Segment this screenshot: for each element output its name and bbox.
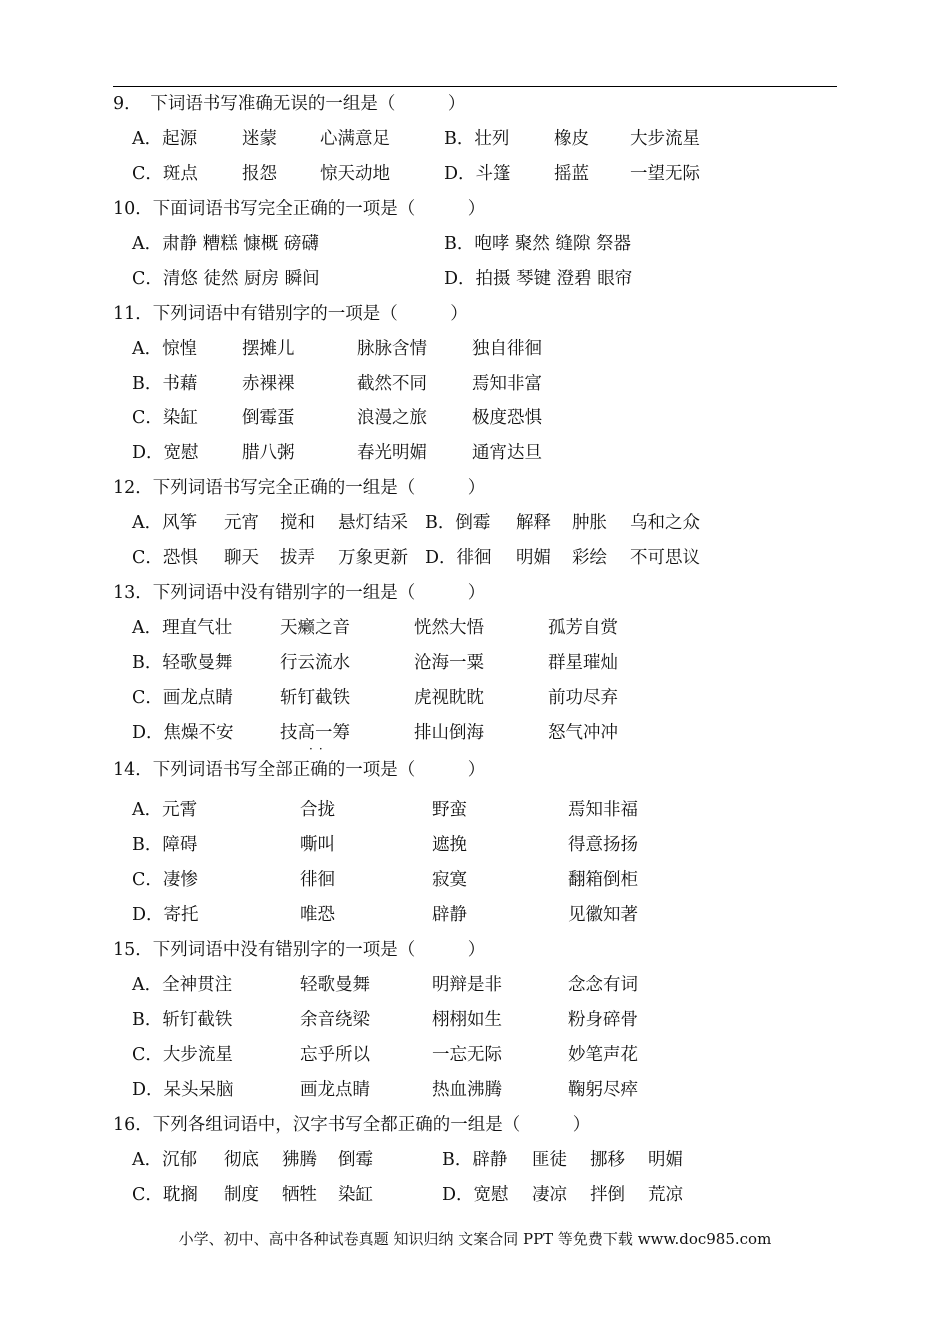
option-cell: 独自徘徊 [472,339,542,359]
option-cell: 天癞之音 [280,618,350,638]
option-cell: C．染缸 [132,408,198,428]
option-cell: C．清悠 徒然 厨房 瞬间 [132,269,320,289]
option-cell: 狒腾 [282,1150,317,1170]
option-cell: D．宽慰 [132,443,199,463]
option-cell: 截然不同 [357,374,427,394]
option-cell: 解释 [516,513,551,533]
option-cell: 明媚 [516,548,551,568]
option-cell: 焉知非福 [568,800,638,820]
option-cell: 唯恐 [300,905,335,925]
option-cell: 搅和 [280,513,315,533]
option-cell: 一忘无际 [432,1045,502,1065]
option-cell: D．徘徊 [425,548,492,568]
option-cell: 聊天 [224,548,259,568]
option-cell: 恍然大悟 [414,618,484,638]
option-cell: 制度 [224,1185,259,1205]
option-cell: 余音绕梁 [300,1010,370,1030]
option-cell: 摇蓝 [554,164,589,184]
option-cell: 寂寞 [432,870,467,890]
option-cell: 惊天动地 [320,164,390,184]
option-cell: 迷蒙 [242,129,277,149]
option-cell: 荒凉 [648,1185,683,1205]
option-cell: 群星璀灿 [548,653,618,673]
option-cell: 悬灯结采 [338,513,408,533]
top-rule [113,86,837,87]
option-cell: 倒霉蛋 [242,408,295,428]
option-cell: 热血沸腾 [432,1080,502,1100]
option-cell: 凄凉 [532,1185,567,1205]
option-cell: 虎视眈眈 [414,688,484,708]
question-13: 13．下列词语中没有错别字的一组是（ ） [113,583,486,603]
option-cell: 浪漫之旅 [357,408,427,428]
option-cell: A．沉郁 [132,1150,198,1170]
option-cell: B．壮列 [444,129,510,149]
option-cell: 倒霉 [338,1150,373,1170]
option-cell: 腊八粥 [242,443,295,463]
option-cell: C．斑点 [132,164,198,184]
question-16: 16．下列各组词语中，汉字书写全都正确的一组是（ ） [113,1115,591,1135]
option-cell: 遮挽 [432,835,467,855]
option-cell: 斩钉截铁 [280,688,350,708]
option-cell: 合拢 [300,800,335,820]
option-cell: C．大步流星 [132,1045,233,1065]
option-cell: 焉知非富 [472,374,542,394]
option-cell: B．辟静 [442,1150,508,1170]
option-cell: A．全神贯注 [132,975,233,995]
option-cell: 栩栩如生 [432,1010,502,1030]
option-cell: 摆摊儿 [242,339,295,359]
option-cell: 孤芳自赏 [548,618,618,638]
option-cell: 明辩是非 [432,975,502,995]
option-cell: 彻底 [224,1150,259,1170]
option-cell: 妙笔声花 [568,1045,638,1065]
option-cell: 拔弄 [280,548,315,568]
option-cell: 嘶叫 [300,835,335,855]
option-cell: D．宽慰 [442,1185,509,1205]
option-cell: 排山倒海 [414,723,484,743]
option-cell: C．耽搁 [132,1185,198,1205]
option-cell: 前功尽弃 [548,688,618,708]
option-cell: 染缸 [338,1185,373,1205]
option-cell: 野蛮 [432,800,467,820]
option-cell: 得意扬扬 [568,835,638,855]
option-cell: 一望无际 [630,164,700,184]
option-cell: 行云流水 [280,653,350,673]
option-cell: C．恐惧 [132,548,198,568]
option-cell: 元宵 [224,513,259,533]
option-cell: C．凄惨 [132,870,198,890]
option-cell: A．理直气壮 [132,618,233,638]
option-cell: 画龙点睛 [300,1080,370,1100]
option-cell: 牺牲 [282,1185,317,1205]
option-cell: D．寄托 [132,905,199,925]
option-cell: 万象更新 [338,548,408,568]
option-cell: 不可思议 [630,548,700,568]
option-cell: 心满意足 [320,129,390,149]
option-cell: 技高一筹 [280,723,350,743]
option-cell: B．咆哮 聚然 缝隙 祭器 [444,234,632,254]
option-cell: D．斗篷 [444,164,511,184]
option-cell: 念念有词 [568,975,638,995]
option-cell: 大步流星 [630,129,700,149]
question-11: 11．下列词语中有错别字的一项是（ ） [113,304,468,324]
option-cell: 明媚 [648,1150,683,1170]
option-cell: 赤裸裸 [242,374,295,394]
question-9: 9． 下词语书写准确无误的一组是（ ） [113,94,466,114]
option-cell: 肿胀 [572,513,607,533]
option-cell: 辟静 [432,905,467,925]
option-cell: A．元霄 [132,800,198,820]
option-cell: 通宵达旦 [472,443,542,463]
option-cell: 挪移 [590,1150,625,1170]
option-cell: 脉脉含情 [357,339,427,359]
option-cell: A．惊惶 [132,339,198,359]
option-cell: B．斩钉截铁 [132,1010,233,1030]
option-cell: 彩绘 [572,548,607,568]
option-cell: 橡皮 [554,129,589,149]
option-cell: A．风筝 [132,513,198,533]
option-cell: 极度恐惧 [472,408,542,428]
option-cell: 拌倒 [590,1185,625,1205]
option-cell: 春光明媚 [357,443,427,463]
option-cell: B．障碍 [132,835,198,855]
option-cell: 粉身碎骨 [568,1010,638,1030]
option-cell: D．呆头呆脑 [132,1080,234,1100]
option-cell: D．拍摄 琴键 澄碧 眼帘 [444,269,633,289]
question-14: 14．下列词语书写全部正确的一项是（ ） [113,760,486,780]
emphasis-dots: ·· [309,742,329,756]
option-cell: C．画龙点睛 [132,688,233,708]
option-cell: 轻歌曼舞 [300,975,370,995]
option-cell: 沧海一粟 [414,653,484,673]
option-cell: B．倒霉 [425,513,491,533]
option-cell: B．轻歌曼舞 [132,653,233,673]
option-cell: 徘徊 [300,870,335,890]
question-15: 15．下列词语中没有错别字的一项是（ ） [113,940,486,960]
option-cell: A．起源 [132,129,198,149]
page-footer: 小学、初中、高中各种试卷真题 知识归纳 文案合同 PPT 等免费下载 www.doc985.com [178,1230,772,1248]
option-cell: 见徽知著 [568,905,638,925]
option-cell: 忘乎所以 [300,1045,370,1065]
option-cell: 乌和之众 [630,513,700,533]
option-cell: A．肃静 糟糕 慷概 磅礴 [132,234,319,254]
question-10: 10．下面词语书写完全正确的一项是（ ） [113,199,486,219]
option-cell: B．书藉 [132,374,198,394]
option-cell: 匪徒 [532,1150,567,1170]
question-12: 12．下列词语书写完全正确的一组是（ ） [113,478,486,498]
option-cell: D．焦燥不安 [132,723,234,743]
option-cell: 报怨 [242,164,277,184]
option-cell: 翻箱倒柜 [568,870,638,890]
option-cell: 怒气冲冲 [548,723,618,743]
option-cell: 鞠躬尽瘁 [568,1080,638,1100]
